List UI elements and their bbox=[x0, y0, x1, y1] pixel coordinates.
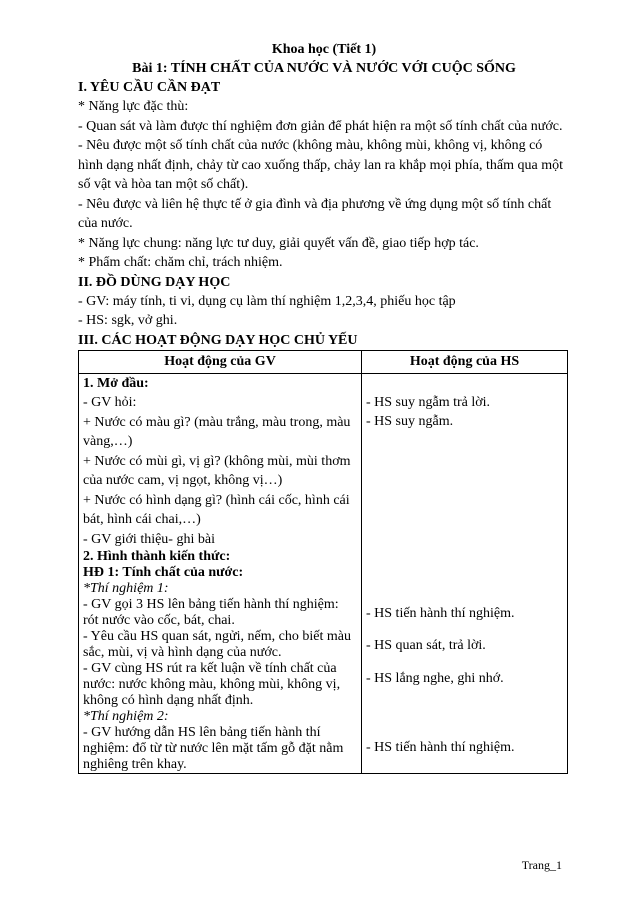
lesson-subject-title: Khoa học (Tiết 1) bbox=[271, 42, 377, 57]
cell-text: HĐ 1: Tính chất của nước: bbox=[83, 565, 244, 580]
header-student: Hoạt động của HS bbox=[362, 350, 568, 373]
cell-text: 1. Mở đầu: bbox=[83, 375, 149, 391]
student-cell bbox=[362, 373, 568, 774]
table-row bbox=[79, 373, 568, 774]
cell-text: 2. Hình thành kiến thức: bbox=[83, 549, 231, 564]
paragraph: - Quan sát và làm được thí nghiệm đơn giản để phát hiện ra một số tính chất của nước. bbox=[78, 118, 563, 134]
cell-text: - HS tiến hành thí nghiệm. bbox=[366, 605, 515, 621]
section-heading-requirements: I. YÊU CẦU CẦN ĐẠT bbox=[78, 80, 221, 95]
table-header-row bbox=[79, 350, 568, 373]
teacher-cell bbox=[79, 373, 362, 774]
header-teacher: Hoạt động của GV bbox=[79, 350, 362, 373]
cell-text: - HS tiến hành thí nghiệm. bbox=[366, 740, 515, 755]
cell-text: + Nước có mùi gì, vị gì? (không mùi, mùi thơm của nước cam, vị ngọt, không vị…) bbox=[83, 453, 351, 488]
activities-table bbox=[78, 350, 568, 775]
cell-text: - GV giới thiệu- ghi bài bbox=[83, 531, 215, 547]
paragraph: * Phẩm chất: chăm chỉ, trách nhiệm. bbox=[78, 255, 283, 270]
cell-text: - GV hỏi: bbox=[83, 395, 137, 410]
lesson-title: Bài 1: TÍNH CHẤT CỦA NƯỚC VÀ NƯỚC VỚI CUỘC SỐNG bbox=[132, 61, 516, 76]
section-heading-activities: III. CÁC HOẠT ĐỘNG DẠY HỌC CHỦ YẾU bbox=[78, 332, 358, 348]
cell-text: - GV cùng HS rút ra kết luận về tính chất của nước: nước không màu, không mùi, không vị, không có hình dạng nhất định. bbox=[83, 661, 341, 708]
paragraph: - GV: máy tính, ti vi, dụng cụ làm thí nghiệm 1,2,3,4, phiếu học tập bbox=[78, 293, 456, 309]
cell-text: - GV hướng dẫn HS lên bảng tiến hành thí nghiệm: đổ từ từ nước lên mặt tấm gỗ đặt nằm nghiêng trên khay. bbox=[83, 725, 344, 772]
cell-text: - HS quan sát, trả lời. bbox=[366, 638, 486, 653]
cell-text: - GV gọi 3 HS lên bảng tiến hành thí nghiệm: rót nước vào cốc, bát, chai. bbox=[83, 597, 339, 628]
cell-text: + Nước có màu gì? (màu trắng, màu trong, màu vàng,…) bbox=[83, 414, 351, 449]
cell-text: - HS lắng nghe, ghi nhớ. bbox=[366, 670, 504, 686]
paragraph: - Nêu được và liên hệ thực tế ở gia đình và địa phương về ứng dụng một số tính chất của nước. bbox=[78, 196, 552, 231]
cell-text: *Thí nghiệm 2: bbox=[83, 709, 169, 724]
paragraph: * Năng lực chung: năng lực tư duy, giải quyết vấn đề, giao tiếp hợp tác. bbox=[78, 235, 479, 251]
cell-text: - HS suy ngẫm trả lời. bbox=[366, 394, 491, 410]
document-page bbox=[78, 40, 570, 774]
paragraph: * Năng lực đặc thù: bbox=[78, 99, 189, 114]
paragraph: - HS: sgk, vở ghi. bbox=[78, 313, 178, 328]
page-number: Trang_1 bbox=[521, 858, 562, 872]
cell-text: - HS suy ngẫm. bbox=[366, 414, 454, 429]
cell-text: + Nước có hình dạng gì? (hình cái cốc, hình cái bát, hình cái chai,…) bbox=[83, 492, 350, 527]
cell-text: - Yêu cầu HS quan sát, ngửi, nếm, cho biết màu sắc, mùi, vị và hình dạng của nước. bbox=[83, 629, 351, 660]
cell-text: *Thí nghiệm 1: bbox=[83, 581, 169, 596]
section-heading-materials: II. ĐỒ DÙNG DẠY HỌC bbox=[78, 274, 231, 290]
paragraph: - Nêu được một số tính chất của nước (không màu, không mùi, không vị, không có hình dạng nhất định, chảy từ cao xuống thấp, chảy lan ra khắp mọi phía, thấm qua một số vật và hòa tan một số chất). bbox=[78, 138, 564, 192]
